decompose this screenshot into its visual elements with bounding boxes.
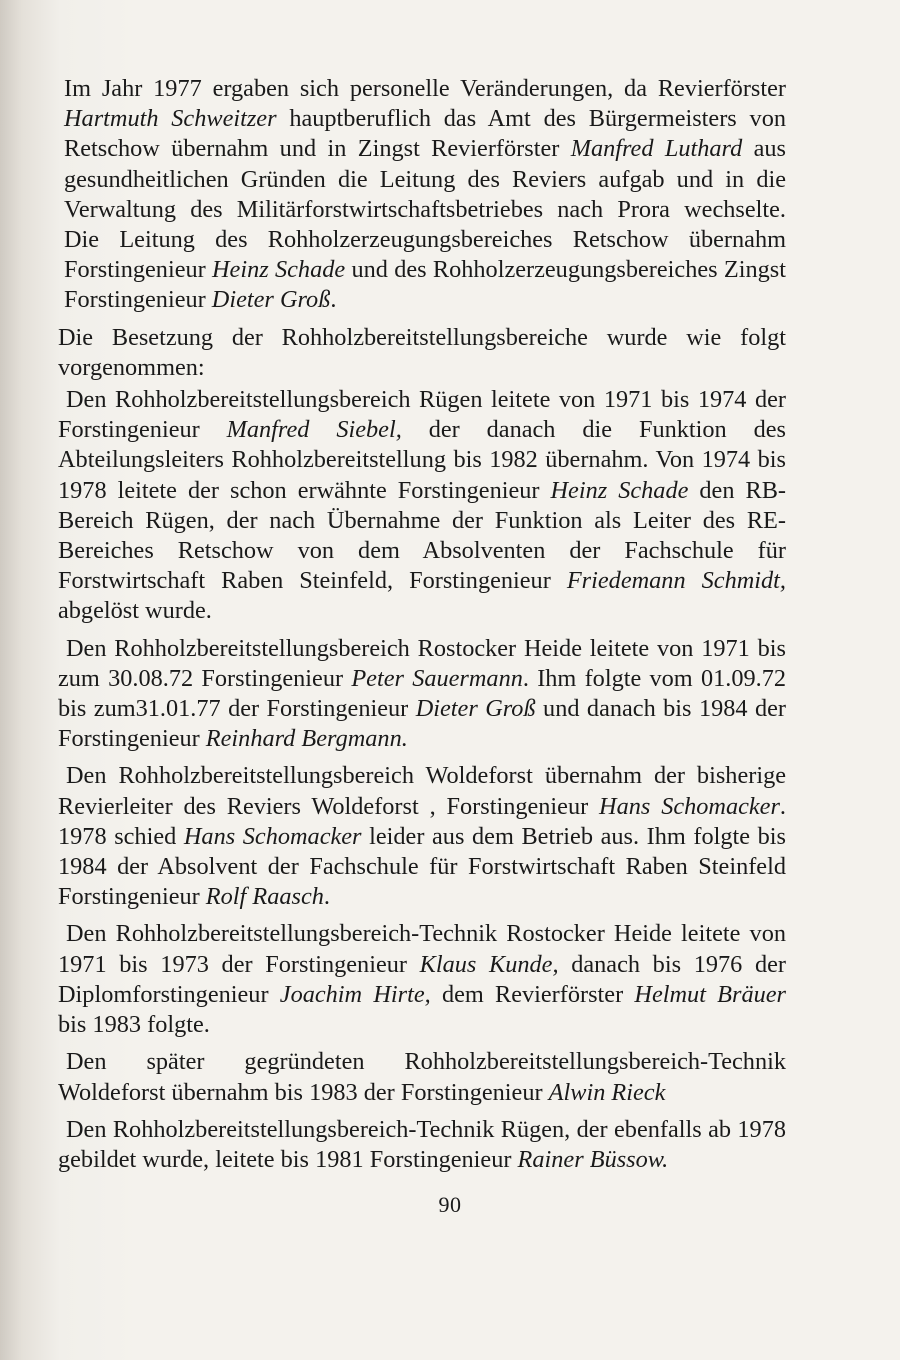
text-run: Im Jahr 1977 ergaben sich personelle Veränderungen, da Revierförster <box>64 75 786 102</box>
text-run: Den Rohholzbereitstellungsbereich Rügen leitete von 1971 bis 1974 der Forstingenieur <box>58 386 786 444</box>
paragraph-8 <box>58 1115 786 1175</box>
person-name: Hartmuth Schweitzer <box>64 105 277 133</box>
paragraph-2 <box>58 323 786 383</box>
text-run: leider aus dem Betrieb aus. Ihm folgte bis 1984 der Absolvent der Fachschule für Forstwirtschaft Raben Steinfeld Forstingenieur <box>58 822 786 911</box>
text-run: aus gesundheitlichen Gründen die Leitung des Reviers aufgab und in die Verwaltung des Militärforstwirtschaftsbetriebes nach Prora wechselte. Die Leitung des Rohholzerzeugungsbereiches Retschow übernahm Forstingenieur <box>64 135 786 284</box>
text-run: und danach bis 1984 der Forstingenieur <box>58 695 786 753</box>
text-run: Den später gegründeten Rohholzbereitstellungsbereich-Technik Woldeforst übernahm bis 1983 der Forstingenieur <box>58 1048 786 1106</box>
text-run: den RB-Bereich Rügen, der nach Übernahme der Funktion als Leiter des RE-Bereiches Retschow von dem Absolventen der Fachschule für Forstwirtschaft Raben Steinfeld, Forstingenieur <box>58 476 787 595</box>
text-run: . <box>330 286 337 314</box>
person-name: Heinz Schade <box>212 256 346 284</box>
person-name: Klaus Kunde, <box>419 950 559 978</box>
paragraph-7 <box>58 1047 786 1107</box>
person-name: Dieter Groß <box>211 286 331 314</box>
text-run: hauptberuflich das Amt des Bürgermeisters von Retschow übernahm und in Zingst Revierförster <box>64 105 786 163</box>
text-run: Den Rohholzbereitstellungsbereich Rostocker Heide leitete von 1971 bis zum 30.08.72 Forstingenieur <box>58 634 786 692</box>
text-run: und des Rohholzerzeugungsbereiches Zingst Forstingenieur <box>64 256 786 314</box>
text-run: der danach die Funktion des Abteilungsleiters Rohholzbereitstellung bis 1982 übernahm. Von 1974 bis 1978 leitete der schon erwähnte Forstingenieur <box>58 416 786 504</box>
paragraph-1 <box>58 74 786 316</box>
person-name: Heinz Schade <box>550 476 689 504</box>
paragraph-6 <box>58 919 786 1040</box>
person-name: Helmut Bräuer <box>634 980 787 1008</box>
person-name: Joachim Hirte, <box>279 980 431 1008</box>
person-name: Hans Schomacker <box>183 822 362 850</box>
person-name: Rainer Büssow. <box>517 1145 669 1173</box>
text-run: . Ihm folgte vom 01.09.72 bis zum31.01.77 der Forstingenieur <box>58 664 786 723</box>
text-run: danach bis 1976 der Diplomforstingenieur <box>58 950 786 1008</box>
page-number: 90 <box>438 1192 462 1217</box>
text-run: Den Rohholzbereitstellungsbereich-Technik Rügen, der ebenfalls ab 1978 gebildet wurde, leitete bis 1981 Forstingenieur <box>58 1115 786 1173</box>
person-name: Rolf Raasch <box>205 883 324 911</box>
person-name: Friedemann Schmidt, <box>566 567 786 595</box>
text-run: Die Besetzung der Rohholzbereitstellungsbereiche wurde wie folgt vorgenommen: <box>58 323 786 381</box>
paragraph-3 <box>58 385 786 627</box>
person-name: Peter Sauermann <box>351 664 523 692</box>
text-run: Den Rohholzbereitstellungsbereich-Technik Rostocker Heide leitete von 1971 bis 1973 der Forstingenieur <box>58 920 786 978</box>
person-name: Dieter Groß <box>415 695 536 723</box>
paragraph-4 <box>58 634 786 755</box>
text-run: . 1978 schied <box>58 792 786 850</box>
text-run: abgelöst wurde. <box>58 597 212 625</box>
person-name: Hans Schomacker <box>599 792 780 820</box>
text-run: dem Revierförster <box>430 980 635 1008</box>
person-name: Manfred Luthard <box>570 135 743 163</box>
text-run: . <box>323 883 330 911</box>
paragraph-5 <box>58 761 786 912</box>
person-name: Manfred Siebel, <box>226 416 402 444</box>
text-run: bis 1983 folgte. <box>58 1011 210 1039</box>
body-text <box>58 74 786 1182</box>
person-name: Reinhard Bergmann. <box>205 725 408 753</box>
text-run: Den Rohholzbereitstellungsbereich Woldeforst übernahm der bisherige Revierleiter des Reviers Woldeforst , Forstingenieur <box>58 762 786 820</box>
person-name: Alwin Rieck <box>548 1078 666 1106</box>
